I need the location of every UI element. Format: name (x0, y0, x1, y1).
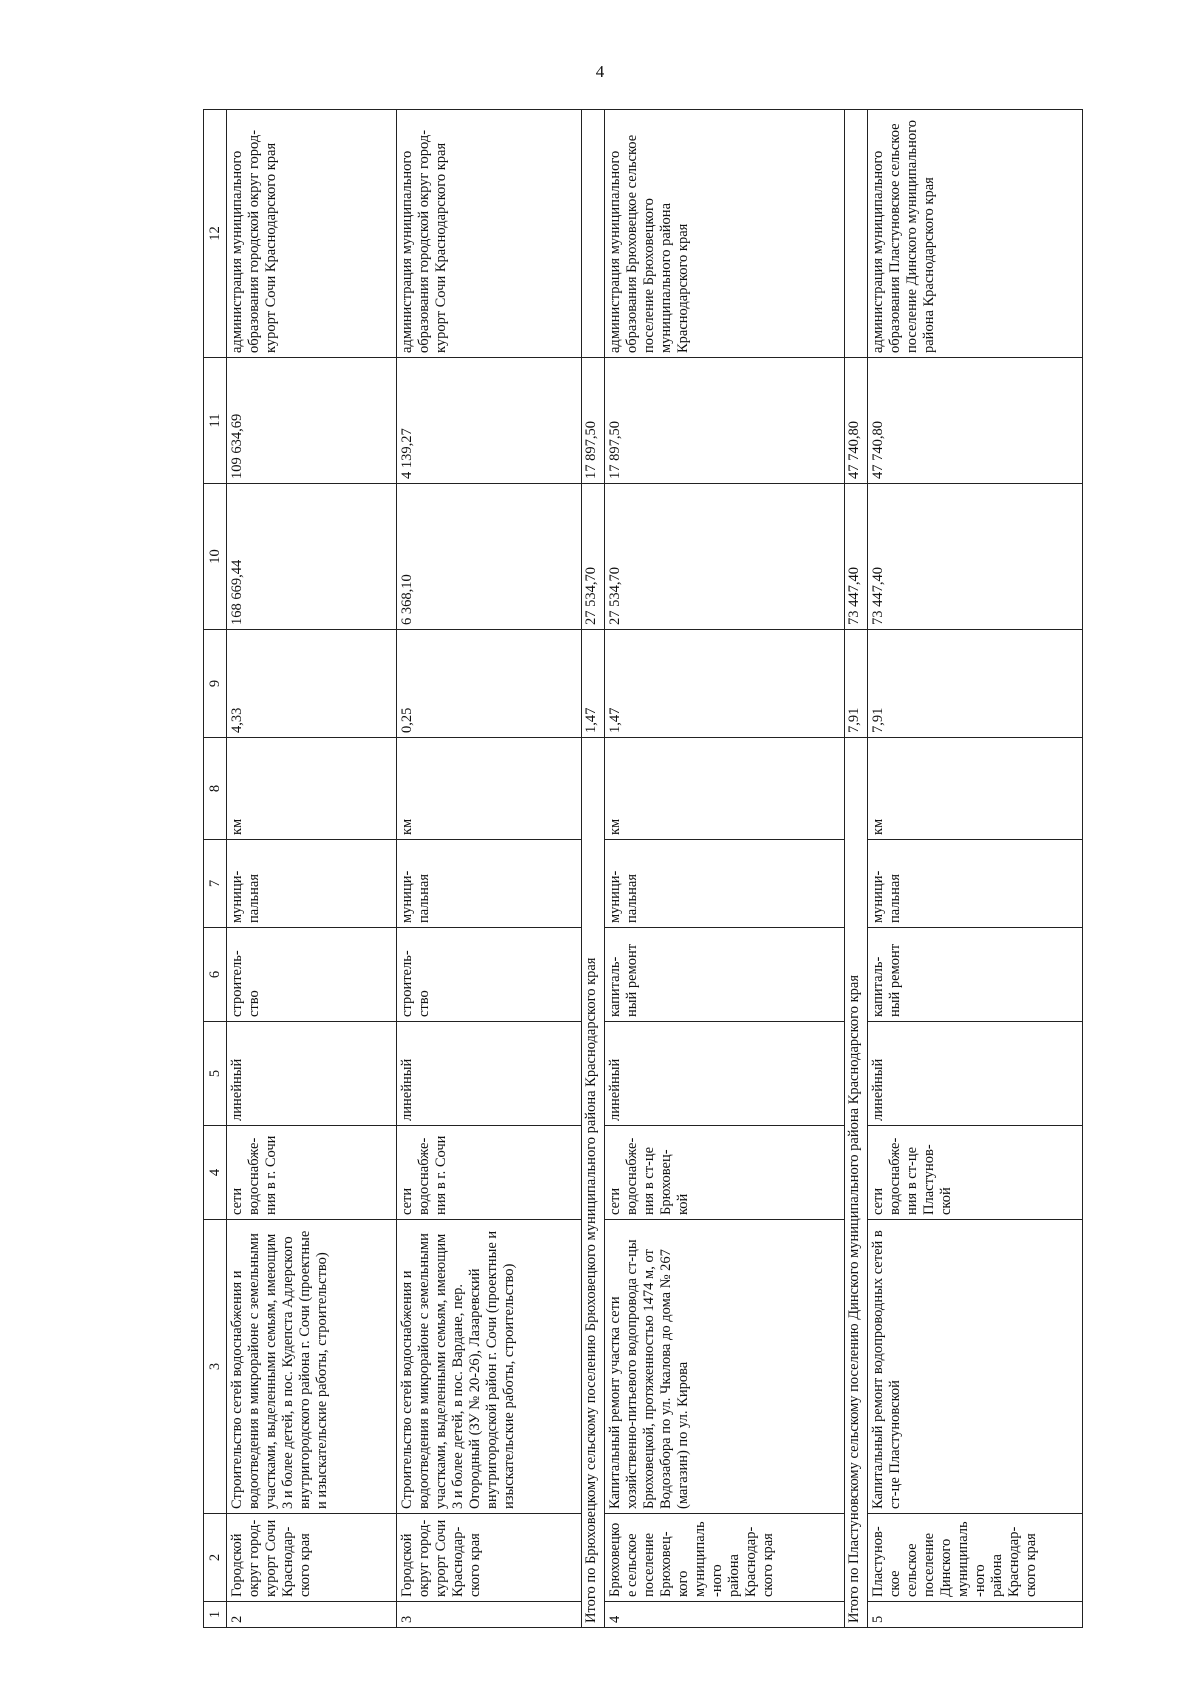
municipality-cell: Брюховецкое сельское поселение Брюховец-кого муниципаль-ного района Краснодар-ского края (605, 1514, 845, 1602)
total-empty (845, 110, 868, 358)
table-row (605, 110, 845, 1628)
work-type-cell: строитель-ство (227, 928, 397, 1022)
header-cell: 7 (204, 840, 227, 928)
object-cell: сети водоснабже-ния в г. Сочи (227, 1126, 397, 1220)
page-number: 4 (595, 62, 605, 81)
header-cell: 5 (204, 1022, 227, 1126)
municipality-cell: Городской округ город-курорт Сочи Краснодар-ского края (227, 1514, 397, 1602)
header-cell: 4 (204, 1126, 227, 1220)
cost-total-cell: 6 368,10 (397, 484, 582, 630)
total-budget: 47 740,80 (845, 358, 868, 484)
object-cell: сети водоснабже-ния в ст-це Пластунов-ской (868, 1126, 1083, 1220)
row-number: 5 (868, 1602, 1083, 1628)
table-row (868, 110, 1083, 1628)
total-row (845, 110, 868, 1628)
cost-budget-cell: 109 634,69 (227, 358, 397, 484)
length-cell: 7,91 (868, 630, 1083, 738)
ownership-cell: муници-пальная (868, 840, 1083, 928)
total-label: Итого по Пластуновскому сельскому поселению Динского муниципального района Краснодарского края (845, 738, 868, 1628)
kind-cell: линейный (605, 1022, 845, 1126)
customer-cell: администрация муниципального образования Пластуновское сельское поселение Динского муниципального района Краснодарского края (868, 110, 1083, 358)
municipality-cell: Пластунов-ское сельское поселение Динского муниципаль-ного района Краснодар-ского края (868, 1514, 1083, 1602)
total-length: 1,47 (582, 630, 605, 738)
work-type-cell: строитель-ство (397, 928, 582, 1022)
row-number: 3 (397, 1602, 582, 1628)
row-number: 4 (605, 1602, 845, 1628)
customer-cell: администрация муниципального образования Брюховецкое сельское поселение Брюховецкого муниципального района Краснодарского края (605, 110, 845, 358)
cost-total-cell: 168 669,44 (227, 484, 397, 630)
total-label: Итого по Брюховецкому сельскому поселению Брюховецкого муниципального района Краснодарского края (582, 738, 605, 1628)
kind-cell: линейный (868, 1022, 1083, 1126)
object-name-cell: Капитальный ремонт участка сети хозяйственно-питьевого водопровода ст-цы Брюховецкой, протяженностью 1474 м, от Водозабора по ул. Чкалова до дома № 267 (магазин) по ул. Кирова (605, 1220, 845, 1514)
unit-cell: км (227, 738, 397, 840)
unit-cell: км (605, 738, 845, 840)
length-cell: 1,47 (605, 630, 845, 738)
header-cell: 8 (204, 738, 227, 840)
header-cell: 9 (204, 630, 227, 738)
unit-cell: км (397, 738, 582, 840)
column-number-header (204, 110, 227, 1628)
table-row (227, 110, 397, 1628)
total-length: 7,91 (845, 630, 868, 738)
header-cell: 6 (204, 928, 227, 1022)
cost-budget-cell: 17 897,50 (605, 358, 845, 484)
cost-total-cell: 27 534,70 (605, 484, 845, 630)
unit-cell: км (868, 738, 1083, 840)
cost-budget-cell: 47 740,80 (868, 358, 1083, 484)
program-table (203, 109, 1083, 1628)
customer-cell: администрация муниципального образования городской округ город-курорт Сочи Краснодарского края (397, 110, 582, 358)
table-row (397, 110, 582, 1628)
ownership-cell: муници-пальная (397, 840, 582, 928)
header-cell: 2 (204, 1514, 227, 1602)
customer-cell: администрация муниципального образования городской округ город-курорт Сочи Краснодарского края (227, 110, 397, 358)
ownership-cell: муници-пальная (227, 840, 397, 928)
cost-budget-cell: 4 139,27 (397, 358, 582, 484)
total-cost: 27 534,70 (582, 484, 605, 630)
header-cell: 3 (204, 1220, 227, 1514)
total-budget: 17 897,50 (582, 358, 605, 484)
object-cell: сети водоснабже-ния в ст-це Брюховец-кой (605, 1126, 845, 1220)
object-cell: сети водоснабже-ния в г. Сочи (397, 1126, 582, 1220)
total-row (582, 110, 605, 1628)
work-type-cell: капиталь-ный ремонт (605, 928, 845, 1022)
header-cell: 10 (204, 484, 227, 630)
object-name-cell: Строительство сетей водоснабжения и водоотведения в микрорайоне с земельными участками, выделенными семьям, имеющим 3 и более детей, в пос. Кудепста Адлерского внутригородского района г. Сочи (проектные и изыскательские работы, строительство) (227, 1220, 397, 1514)
object-name-cell: Строительство сетей водоснабжения и водоотведения в микрорайоне с земельными участками, выделенными семьям, имеющим 3 и более детей, в пос. Вардане, пер. Огородный (ЗУ № 20-26), Лазаревский внутригородской район г. Сочи (проектные и изыскательские работы, строительство) (397, 1220, 582, 1514)
kind-cell: линейный (397, 1022, 582, 1126)
rotated-table-container (203, 110, 1127, 1628)
work-type-cell: капиталь-ный ремонт (868, 928, 1083, 1022)
length-cell: 0,25 (397, 630, 582, 738)
header-cell: 11 (204, 358, 227, 484)
header-cell: 12 (204, 110, 227, 358)
kind-cell: линейный (227, 1022, 397, 1126)
row-number: 2 (227, 1602, 397, 1628)
cost-total-cell: 73 447,40 (868, 484, 1083, 630)
total-empty (582, 110, 605, 358)
object-name-cell: Капитальный ремонт водопроводных сетей в ст-це Пластуновской (868, 1220, 1083, 1514)
header-cell: 1 (204, 1602, 227, 1628)
ownership-cell: муници-пальная (605, 840, 845, 928)
total-cost: 73 447,40 (845, 484, 868, 630)
length-cell: 4,33 (227, 630, 397, 738)
municipality-cell: Городской округ город-курорт Сочи Краснодар-ского края (397, 1514, 582, 1602)
